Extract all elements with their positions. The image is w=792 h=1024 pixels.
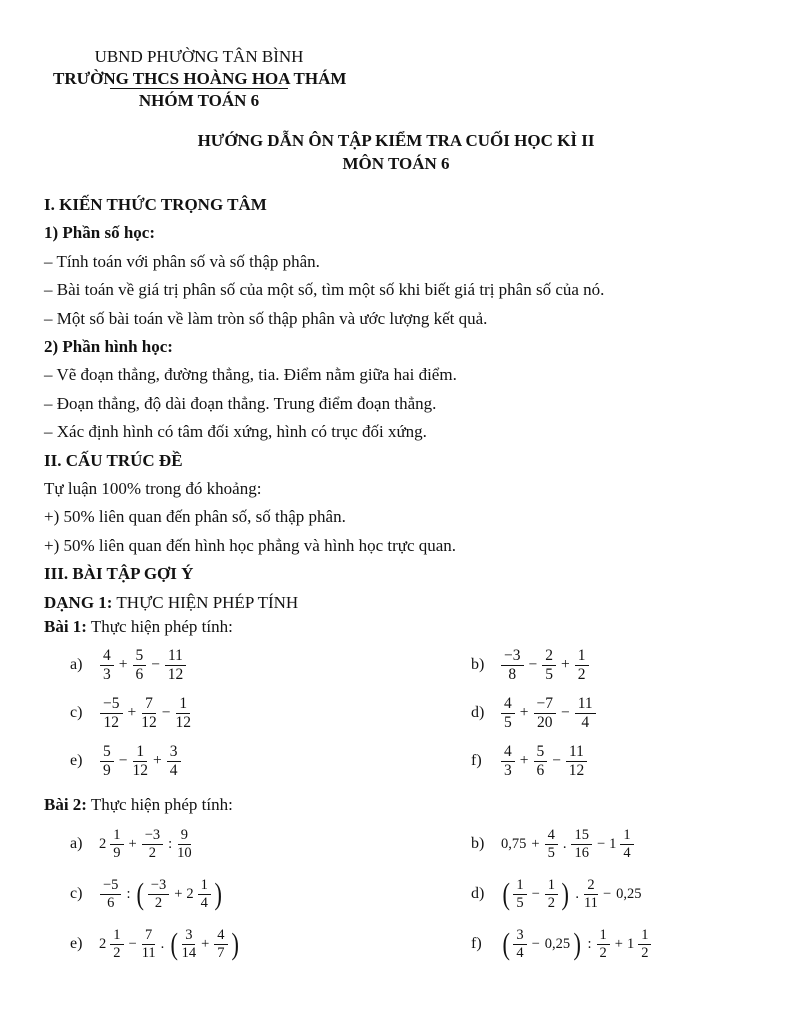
content-line: II. CẤU TRÚC ĐỀ (44, 450, 183, 470)
exercise-item-e (44, 737, 445, 785)
open-paren: ( (502, 876, 510, 912)
operator: − (118, 752, 128, 769)
operator: − (161, 704, 171, 721)
item-label: f) (471, 752, 482, 769)
fraction: $\frac{9}{10}$ (177, 827, 192, 861)
item-label: d) (471, 885, 485, 902)
content-line: – Đoạn thẳng, độ dài đoạn thẳng. Trung điểm đoạn thẳng. (44, 393, 437, 413)
operator: − (596, 835, 606, 852)
content-line: +) 50% liên quan đến phân số, số thập phân. (44, 507, 346, 527)
mixed-number: 1 $\frac{1}{2}$ (627, 927, 653, 960)
content-line: III. BÀI TẬP GỢI Ý (44, 564, 194, 584)
fraction: $\frac{2}{5}$ (542, 647, 556, 683)
school-header (53, 46, 345, 112)
exercise-item-f (445, 737, 762, 785)
fraction: $\frac{4}{5}$ (501, 695, 515, 731)
header-school-name: TRƯỜNG THCS HOÀNG HOA THÁM (53, 69, 347, 88)
operator: − (151, 656, 160, 673)
number: 0,25 (544, 935, 571, 952)
exercise-grid (44, 819, 762, 969)
content-line: – Vẽ đoạn thẳng, đường thẳng, tia. Điểm nằm giữa hai điểm. (44, 365, 457, 385)
content-line: 2) Phần hình học: (44, 337, 173, 357)
item-label: e) (70, 752, 83, 769)
exercise-section-bai2 (44, 791, 762, 969)
fraction: $\frac{3}{14}$ (181, 927, 197, 961)
math-expression (500, 877, 643, 910)
operator: + (531, 835, 540, 852)
operator: + (128, 835, 137, 852)
fraction: $\frac{1}{2}$ (545, 877, 558, 910)
item-label: c) (70, 885, 83, 902)
operator: − (531, 885, 540, 902)
fraction: $\frac{2}{11}$ (583, 877, 598, 911)
operator: + (174, 885, 183, 902)
operator: + (118, 656, 128, 673)
fraction: $\frac{4}{7}$ (214, 927, 227, 960)
math-expression (99, 743, 182, 779)
operator: + (127, 704, 137, 721)
exercise-heading: Bài 1: Thực hiện phép tính: (44, 617, 233, 636)
exercise-heading: Bài 2: Thực hiện phép tính: (44, 795, 233, 814)
math-expression (500, 927, 652, 960)
math-expression (500, 695, 597, 731)
fraction: $\frac{1}{12}$ (132, 743, 148, 779)
open-paren: ( (170, 926, 179, 962)
fraction: $\frac{3}{4}$ (167, 743, 181, 779)
math-expression (500, 743, 588, 779)
title-line-2: MÔN TOÁN 6 (342, 154, 450, 173)
operator: − (552, 752, 561, 769)
fraction: $\frac{15}{16}$ (571, 827, 592, 860)
fraction: $\frac{-3}{2}$ (148, 877, 169, 910)
fraction: $\frac{7}{12}$ (141, 695, 157, 731)
close-paren: ) (561, 876, 569, 912)
number: 0,75 (501, 835, 527, 852)
fraction: $\frac{5}{9}$ (100, 743, 114, 779)
header-group: NHÓM TOÁN 6 (138, 91, 260, 110)
exercise-item-b (445, 641, 762, 689)
fraction: $\frac{1}{5}$ (513, 877, 526, 910)
operator: − (128, 935, 137, 952)
title-line-1: HƯỚNG DẪN ÔN TẬP KIỂM TRA CUỐI HỌC KÌ II (197, 131, 595, 150)
item-label: b) (471, 656, 485, 673)
item-label: c) (70, 704, 83, 721)
fraction: $\frac{-7}{20}$ (534, 695, 557, 731)
operator: − (602, 885, 612, 902)
math-expression (500, 827, 635, 860)
operator: + (153, 752, 162, 769)
mixed-number: 1 $\frac{1}{4}$ (609, 827, 635, 860)
math-expression (99, 877, 224, 910)
operator: : (126, 885, 131, 902)
operator: : (168, 835, 173, 852)
fraction: $\frac{1}{2}$ (575, 647, 589, 683)
content-line: DẠNG 1: THỰC HIỆN PHÉP TÍNH (44, 592, 299, 612)
fraction: $\frac{5}{6}$ (534, 743, 548, 779)
operator: + (614, 935, 623, 952)
content-line: – Bài toán về giá trị phân số của một số, tìm một số khi biết giá trị phân số của nó. (44, 280, 605, 300)
fraction: $\frac{4}{3}$ (501, 743, 515, 779)
math-expression (500, 647, 590, 683)
operator: + (201, 935, 210, 952)
exercise-item-a (44, 819, 445, 869)
operator: + (519, 752, 529, 769)
fraction: $\frac{11}{12}$ (165, 647, 186, 683)
exercise-item-e (44, 919, 445, 969)
content-line: – Tính toán với phân số và số thập phân. (44, 251, 320, 271)
fraction: $\frac{7}{11}$ (141, 927, 156, 961)
exercise-section-bai1 (44, 613, 762, 785)
fraction: $\frac{1}{2}$ (638, 927, 651, 960)
fraction: $\frac{3}{4}$ (513, 927, 526, 960)
operator: . (562, 835, 567, 852)
fraction: $\frac{-5}{6}$ (100, 877, 121, 910)
item-label: d) (471, 704, 485, 721)
exercise-item-a (44, 641, 445, 689)
operator: . (575, 885, 579, 902)
content-line: 1) Phần số học: (44, 223, 155, 243)
mixed-number: 2 $\frac{1}{9}$ (99, 827, 125, 860)
fraction: $\frac{-5}{12}$ (100, 695, 123, 731)
exercise-item-f (445, 919, 762, 969)
mixed-number: 2 $\frac{1}{2}$ (99, 927, 125, 960)
number: 0,25 (616, 885, 642, 902)
close-paren: ) (230, 926, 239, 962)
fraction: $\frac{4}{3}$ (100, 647, 114, 683)
exercise-grid (44, 641, 762, 785)
content-line: I. KIẾN THỨC TRỌNG TÂM (44, 195, 267, 214)
operator: + (519, 704, 529, 721)
close-paren: ) (214, 876, 222, 912)
content-body (44, 191, 758, 617)
fraction: $\frac{1}{9}$ (110, 827, 123, 860)
content-line: Tự luận 100% trong đó khoảng: (44, 479, 262, 499)
document-title (0, 129, 792, 175)
fraction: $\frac{1}{2}$ (110, 927, 123, 960)
operator: − (528, 656, 538, 673)
fraction: $\frac{-3}{8}$ (501, 647, 524, 683)
math-expression (99, 827, 193, 860)
exercise-item-b (445, 819, 762, 869)
exercise-item-d (445, 869, 762, 919)
operator: : (587, 935, 592, 952)
item-label: e) (70, 935, 83, 952)
content-line: – Xác định hình có tâm đối xứng, hình có trục đối xứng. (44, 422, 427, 442)
close-paren: ) (573, 926, 582, 962)
fraction: $\frac{1}{12}$ (175, 695, 191, 731)
open-paren: ( (502, 926, 510, 962)
content-line: – Một số bài toán về làm tròn số thập phân và ước lượng kết quả. (44, 308, 488, 328)
fraction: $\frac{1}{4}$ (198, 877, 211, 910)
open-paren: ( (136, 876, 145, 912)
exercise-item-c (44, 689, 445, 737)
fraction: $\frac{11}{12}$ (566, 743, 587, 779)
header-org: UBND PHƯỜNG TÂN BÌNH (94, 47, 304, 66)
fraction: $\frac{11}{4}$ (575, 695, 596, 731)
fraction: $\frac{1}{2}$ (597, 927, 610, 960)
operator: − (531, 935, 540, 952)
fraction: $\frac{1}{4}$ (620, 827, 633, 860)
math-expression (99, 927, 241, 960)
item-label: a) (70, 656, 83, 673)
operator: + (561, 656, 570, 673)
operator: − (561, 704, 570, 721)
item-label: f) (471, 935, 482, 952)
math-expression (99, 647, 187, 683)
exercise-item-c (44, 869, 445, 919)
fraction: $\frac{-3}{2}$ (142, 827, 163, 860)
math-expression (99, 695, 192, 731)
exercise-item-d (445, 689, 762, 737)
fraction: $\frac{5}{6}$ (133, 647, 147, 683)
mixed-number: 2 $\frac{1}{4}$ (186, 877, 212, 910)
item-label: a) (70, 835, 83, 852)
fraction: $\frac{4}{5}$ (545, 827, 558, 860)
content-line: +) 50% liên quan đến hình học phẳng và hình học trực quan. (44, 535, 457, 555)
item-label: b) (471, 835, 485, 852)
operator: . (160, 935, 165, 952)
